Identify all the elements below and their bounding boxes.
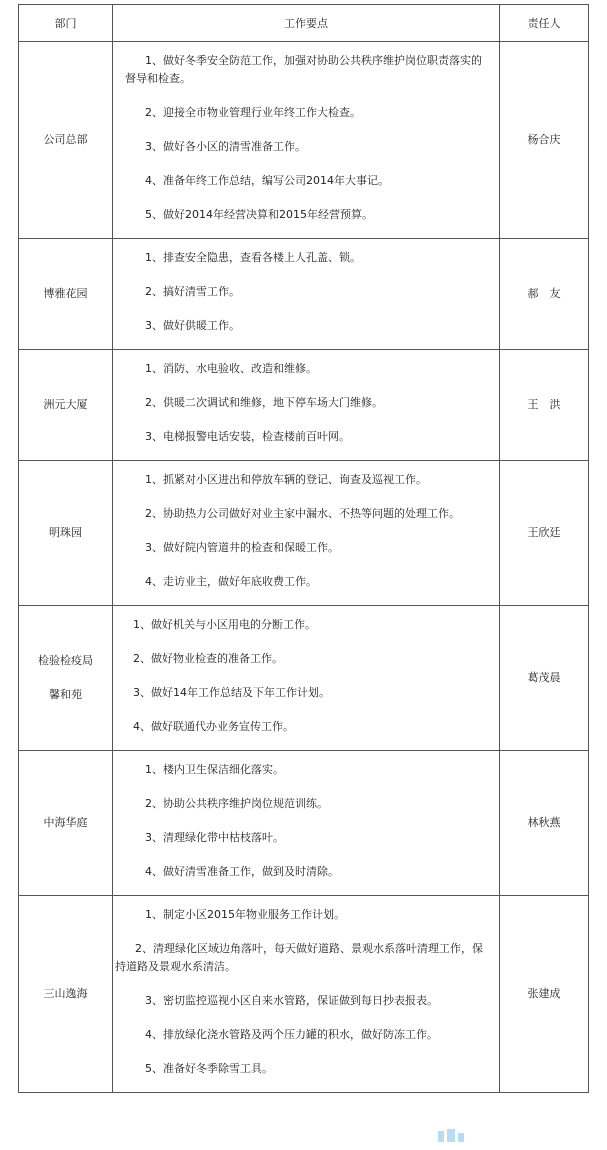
work-item: 3、做好14年工作总结及下年工作计划。 — [133, 686, 330, 699]
work-items-cell — [113, 350, 500, 461]
work-item: 2、搞好清雪工作。 — [145, 285, 240, 298]
work-items-cell — [113, 461, 500, 606]
work-items-cell — [113, 896, 500, 1093]
table-row — [19, 42, 589, 239]
dept-name: 馨和苑 — [49, 688, 82, 701]
table-row — [19, 896, 589, 1093]
dept-cell — [19, 350, 113, 461]
dept-name: 中海华庭 — [43, 816, 88, 829]
work-item: 1、排查安全隐患，查看各楼上人孔盖、锁。 — [145, 251, 361, 264]
dept-cell — [19, 42, 113, 239]
dept-name: 公司总部 — [43, 133, 88, 146]
owner-cell: 郝 友 — [500, 239, 589, 350]
work-item: 2、协助热力公司做好对业主家中漏水、不热等问题的处理工作。 — [145, 507, 460, 520]
work-item: 2、清理绿化区域边角落叶，每天做好道路、景观水系落叶清理工作，保持道路及景观水系清洁。 — [115, 942, 483, 973]
table-row — [19, 606, 589, 751]
work-item: 3、密切监控巡视小区自来水管路，保证做到每日抄表报表。 — [145, 994, 438, 1007]
dept-cell — [19, 896, 113, 1093]
owner-cell: 王 洪 — [500, 350, 589, 461]
work-items-cell — [113, 606, 500, 751]
dept-name: 三山逸海 — [43, 987, 88, 1000]
dept-cell — [19, 751, 113, 896]
work-item: 2、迎接全市物业管理行业年终工作大检查。 — [145, 106, 361, 119]
work-item: 3、电梯报警电话安装，检查楼前百叶网。 — [145, 430, 350, 443]
table-row — [19, 751, 589, 896]
work-item: 3、做好供暖工作。 — [145, 319, 240, 332]
table-row — [19, 461, 589, 606]
work-item: 3、做好院内管道井的检查和保暖工作。 — [145, 541, 339, 554]
work-item: 1、抓紧对小区进出和停放车辆的登记、询查及巡视工作。 — [145, 473, 427, 486]
work-item: 5、做好2014年经营决算和2015年经营预算。 — [145, 208, 373, 221]
dept-name: 博雅花园 — [43, 287, 88, 300]
work-plan-table — [18, 4, 589, 1093]
header-owner: 责任人 — [500, 5, 589, 42]
table-header-row — [19, 5, 589, 42]
owner-cell: 王欣廷 — [500, 461, 589, 606]
dept-cell — [19, 606, 113, 751]
owner-cell: 林秋燕 — [500, 751, 589, 896]
owner-cell: 杨合庆 — [500, 42, 589, 239]
work-item: 3、做好各小区的清雪准备工作。 — [145, 140, 306, 153]
work-item: 4、准备年终工作总结，编写公司2014年大事记。 — [145, 174, 389, 187]
header-items: 工作要点 — [113, 5, 500, 42]
work-items-cell — [113, 42, 500, 239]
header-dept: 部门 — [19, 5, 113, 42]
work-item: 4、走访业主，做好年底收费工作。 — [145, 575, 317, 588]
work-item: 5、准备好冬季除雪工具。 — [145, 1062, 273, 1075]
work-items-cell — [113, 239, 500, 350]
dept-name: 明珠园 — [49, 526, 82, 539]
work-item: 4、做好清雪准备工作，做到及时清除。 — [145, 865, 339, 878]
work-item: 1、消防、水电验收、改造和维修。 — [145, 362, 317, 375]
watermark-logo-icon — [436, 1128, 474, 1144]
work-item: 1、做好冬季安全防范工作，加强对协助公共秩序维护岗位职责落实的督导和检查。 — [125, 54, 482, 85]
work-item: 1、做好机关与小区用电的分断工作。 — [133, 618, 316, 631]
dept-name: 检验检疫局 — [38, 654, 93, 667]
work-item: 4、排放绿化浇水管路及两个压力罐的积水，做好防冻工作。 — [145, 1028, 438, 1041]
work-item: 3、清理绿化带中枯枝落叶。 — [145, 831, 284, 844]
work-item: 2、协助公共秩序维护岗位规范训练。 — [145, 797, 328, 810]
owner-cell: 张建成 — [500, 896, 589, 1093]
owner-cell: 葛茂晨 — [500, 606, 589, 751]
dept-cell — [19, 239, 113, 350]
work-item: 2、做好物业检查的准备工作。 — [133, 652, 283, 665]
work-item: 1、楼内卫生保洁细化落实。 — [145, 763, 284, 776]
work-item: 2、供暖二次调试和维修，地下停车场大门维修。 — [145, 396, 383, 409]
dept-name: 洲元大厦 — [43, 398, 88, 411]
work-item: 4、做好联通代办业务宣传工作。 — [133, 720, 294, 733]
work-item: 1、制定小区2015年物业服务工作计划。 — [145, 908, 345, 921]
table-row — [19, 239, 589, 350]
dept-cell — [19, 461, 113, 606]
work-items-cell — [113, 751, 500, 896]
table-row — [19, 350, 589, 461]
